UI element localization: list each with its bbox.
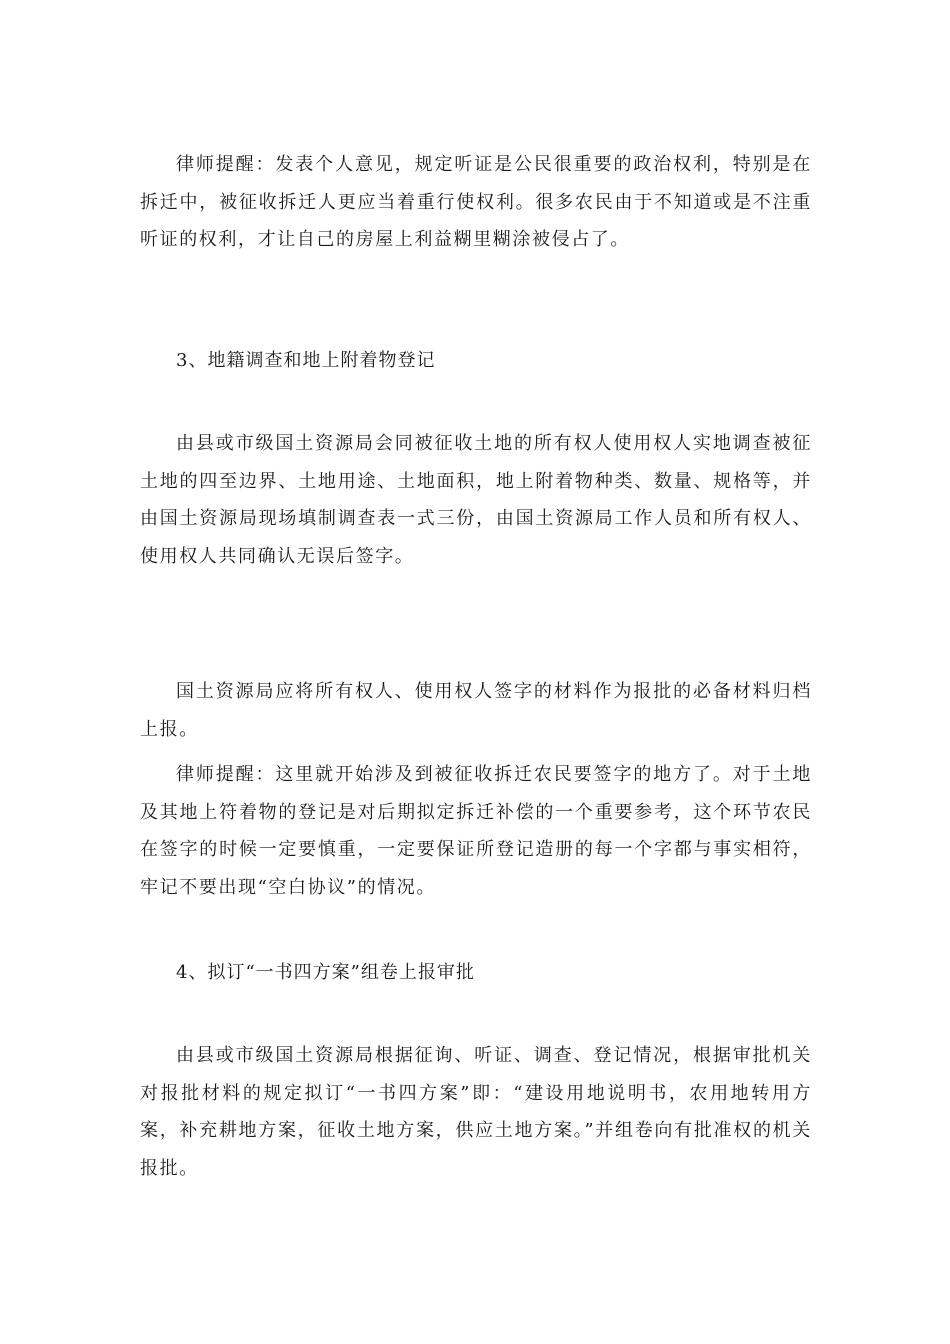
lawyer-note-paragraph-2: 律师提醒：这里就开始涉及到被征收拆迁农民要签字的地方了。对于土地及其地上符着物的登记是对后期拟定拆迁补偿的一个重要参考，这个环节农民在签字的时候一定要慎重，一定要保证所登记造册的每一个字都与事实相符，牢记不要出现“空白协议”的情况。 bbox=[140, 764, 812, 898]
section-3-body-paragraph: 由县或市级国土资源局会同被征收土地的所有权人使用权人实地调查被征土地的四至边界、土地用途、土地面积，地上附着物种类、数量、规格等，并由国土资源局现场填制调查表一式三份，由国土资源局工作人员和所有权人、使用权人共同确认无误后签字。 bbox=[140, 433, 812, 567]
section-4-heading: 4、拟订“一书四方案”组卷上报审批 bbox=[176, 962, 475, 983]
section-4-body-paragraph: 由县或市级国土资源局根据征询、听证、调查、登记情况，根据审批机关对报批材料的规定拟订“一书四方案”即：“建设用地说明书，农用地转用方案，补充耕地方案，征收土地方案，供应土地方案。”并组卷向有批准权的机关报批。 bbox=[140, 1045, 812, 1179]
section-3-heading: 3、地籍调查和地上附着物登记 bbox=[176, 350, 436, 371]
section-3-filing-paragraph: 国土资源局应将所有权人、使用权人签字的材料作为报批的必备材料归档上报。 bbox=[140, 681, 812, 740]
lawyer-note-paragraph: 律师提醒：发表个人意见，规定听证是公民很重要的政治权利，特别是在拆迁中，被征收拆迁人更应当着重行使权利。很多农民由于不知道或是不注重听证的权利，才让自己的房屋上利益糊里糊涂被侵占了。 bbox=[140, 154, 812, 250]
